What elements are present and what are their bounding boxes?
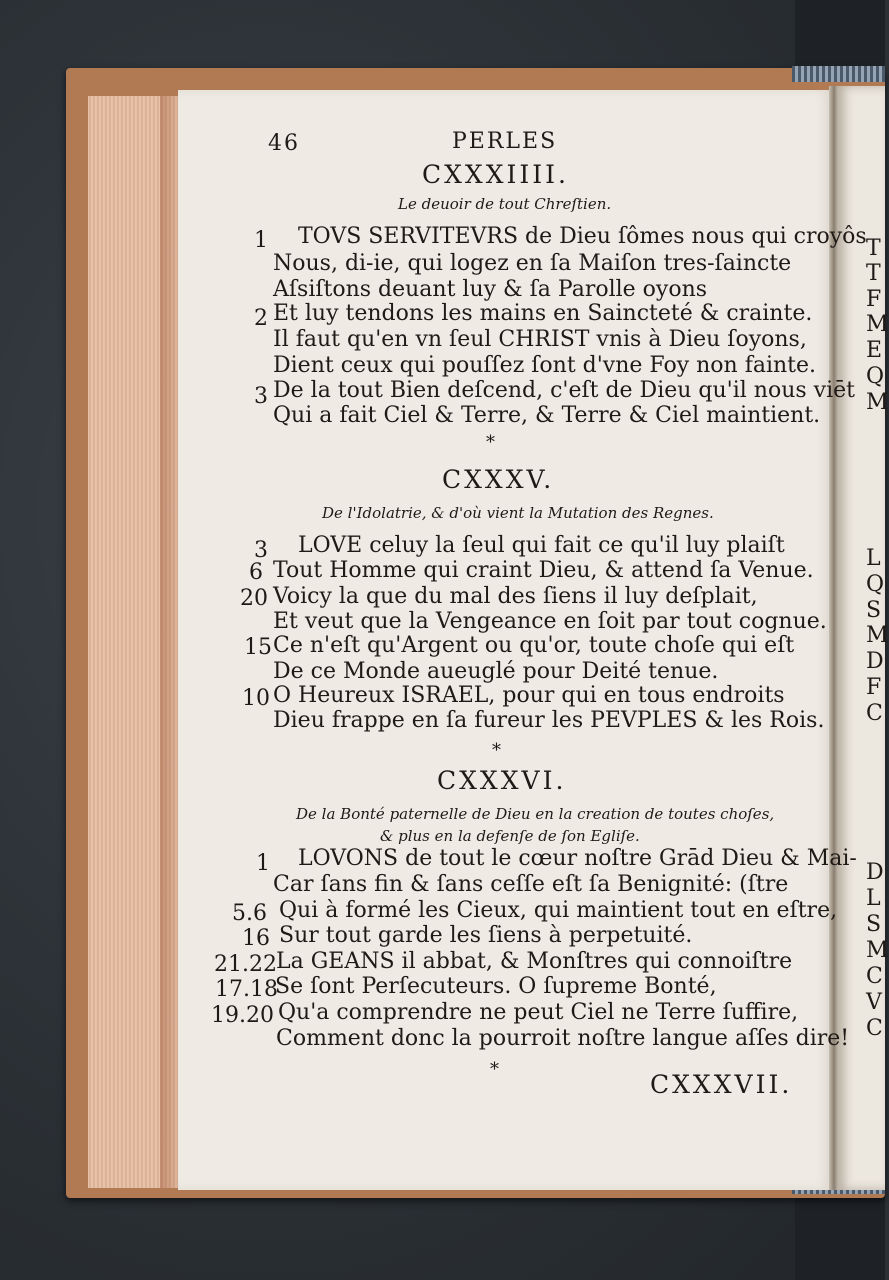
verse-number: 10	[242, 686, 270, 711]
ornament-asterisk: *	[486, 432, 495, 453]
ornament-asterisk: *	[492, 740, 501, 761]
verse-line: Sur tout garde les ſiens à perpetuité.	[279, 923, 693, 948]
verse-number: 20	[240, 586, 268, 611]
verse-number: 1	[256, 851, 270, 876]
edge-letter: M	[866, 312, 889, 337]
verse-line: Voicy la que du mal des ſiens il luy deſplait,	[273, 584, 758, 609]
verse-line: Qu'a comprendre ne peut Ciel ne Terre ſuffire,	[278, 1000, 799, 1025]
edge-letter: L	[866, 546, 881, 571]
verse-line: Nous, di-ie, qui logez en ſa Maiſon tres-ſaincte	[273, 251, 792, 276]
edge-letter: V	[866, 990, 882, 1015]
verse-number: 6	[249, 560, 263, 585]
verse-line: LOVONS de tout le cœur noſtre Grād Dieu & Mai-	[298, 846, 857, 871]
edge-letter: M	[866, 938, 889, 963]
edge-letter: Q	[866, 572, 885, 597]
edge-letter: D	[866, 860, 884, 885]
verse-line: Dient ceux qui pouſſez ſont d'vne Foy non fainte.	[273, 353, 817, 378]
verse-number: 5.6	[232, 901, 267, 926]
edge-letter: C	[866, 1016, 883, 1041]
verse-line: La GEANS il abbat, & Monſtres qui connoiſtre	[276, 949, 793, 974]
page-number: 46	[268, 131, 300, 156]
verse-line: LOVE celuy la ſeul qui fait ce qu'il luy plaiſt	[298, 533, 785, 558]
section-title: CXXXIIII.	[422, 160, 569, 189]
verse-line: Qui à formé les Cieux, qui maintient tout en eſtre,	[279, 898, 838, 923]
verse-line: De ce Monde aueuglé pour Deité tenue.	[273, 659, 719, 684]
verse-line: Et luy tendons les mains en Saincteté & crainte.	[273, 301, 813, 326]
edge-letter: C	[866, 964, 883, 989]
ornament-asterisk: *	[490, 1059, 499, 1080]
edge-letter: S	[866, 598, 882, 623]
verse-line: Et veut que la Vengeance en ſoit par tout cognue.	[273, 609, 827, 634]
verse-line: Dieu frappe en ſa fureur les PEVPLES & les Rois.	[273, 708, 825, 733]
verse-number: 3	[254, 538, 268, 563]
edge-letter: F	[866, 675, 882, 700]
verse-number: 1	[254, 228, 268, 253]
verse-line: O Heureux ISRAEL, pour qui en tous endroits	[273, 683, 785, 708]
verse-number: 16	[242, 926, 270, 951]
verse-line: Ce n'eſt qu'Argent ou qu'or, toute choſe qui eſt	[273, 633, 795, 658]
verse-number: 2	[254, 306, 268, 331]
verse-line: Aſsiſtons deuant luy & ſa Parolle oyons	[273, 277, 708, 302]
bookmark-ribbon-top	[792, 66, 885, 82]
section-subtitle-continued: & plus en la defenſe de ſon Egliſe.	[380, 827, 640, 845]
verse-number: 15	[244, 635, 272, 660]
verse-number: 19.20	[211, 1003, 274, 1028]
verse-line: Car ſans fin & ſans ceſſe eſt ſa Benignité: (ſtre	[273, 872, 789, 897]
edge-letter: D	[866, 649, 884, 674]
section-subtitle: Le deuoir de tout Chreſtien.	[398, 195, 612, 213]
edge-letter: F	[866, 287, 882, 312]
edge-letter: L	[866, 886, 881, 911]
verse-line: Comment donc la pourroit noſtre langue aſſes dire!	[276, 1026, 850, 1051]
edge-letter: S	[866, 912, 882, 937]
edge-letter: T	[866, 261, 881, 286]
verse-line: Tout Homme qui craint Dieu, & attend ſa Venue.	[273, 558, 814, 583]
section-subtitle: De l'Idolatrie, & d'où vient la Mutation des Regnes.	[322, 504, 714, 522]
verse-line: TOVS SERVITEVRS de Dieu ſômes nous qui croyôs	[298, 224, 867, 249]
verse-number: 17.18	[215, 977, 278, 1002]
edge-letter: M	[866, 623, 889, 648]
edge-letter: T	[866, 236, 881, 261]
edge-letter: M	[866, 390, 889, 415]
verse-line: Qui a fait Ciel & Terre, & Terre & Ciel maintient.	[273, 403, 821, 428]
verse-number: 21.22	[214, 952, 277, 977]
edge-letter: C	[866, 701, 883, 726]
section-subtitle: De la Bonté paternelle de Dieu en la creation de toutes choſes,	[296, 805, 775, 823]
section-title: CXXXV.	[442, 465, 555, 494]
verse-line: De la tout Bien deſcend, c'eſt de Dieu qu'il nous viēt	[273, 378, 855, 403]
verse-line: Il faut qu'en vn ſeul CHRIST vnis à Dieu ſoyons,	[273, 327, 807, 352]
catchword: CXXXVII.	[650, 1070, 793, 1099]
running-head: PERLES	[452, 129, 558, 154]
section-title: CXXXVI.	[437, 766, 567, 795]
edge-letter: E	[866, 338, 883, 363]
edge-letter: Q	[866, 364, 885, 389]
verse-number: 3	[254, 384, 268, 409]
verse-line: Se ſont Perſecuteurs. O ſupreme Bonté,	[275, 974, 717, 999]
